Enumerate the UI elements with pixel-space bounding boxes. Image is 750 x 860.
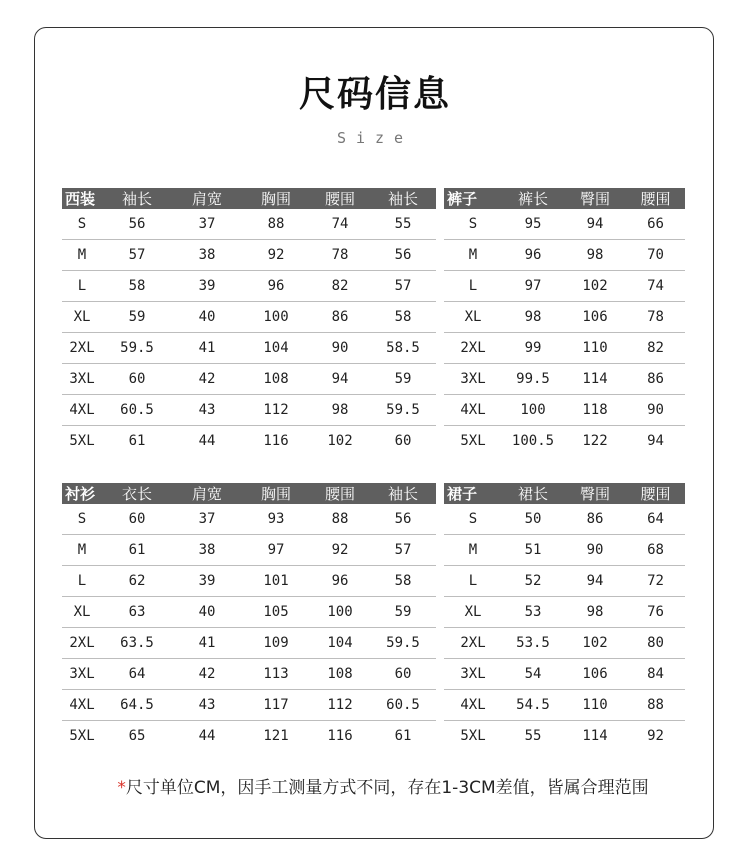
suit-size-row bbox=[62, 395, 436, 426]
skirt-size-value: 94 bbox=[564, 566, 626, 597]
suit-size-value: 56 bbox=[102, 209, 172, 240]
pants-size-value: 94 bbox=[564, 209, 626, 240]
shirt-size-row bbox=[62, 504, 436, 535]
suit-size-value: 43 bbox=[172, 395, 242, 426]
skirt-size-value: 90 bbox=[564, 535, 626, 566]
shirt-header-cell: 衬衫 bbox=[62, 483, 102, 504]
suit-size-label: L bbox=[62, 271, 102, 302]
skirt-size-value: 51 bbox=[502, 535, 564, 566]
shirt-size-row bbox=[62, 721, 436, 752]
skirt-size-label: S bbox=[444, 504, 502, 535]
suit-header-row bbox=[62, 188, 436, 209]
suit-size-row bbox=[62, 426, 436, 457]
suit-size-value: 112 bbox=[242, 395, 310, 426]
suit-size-row bbox=[62, 271, 436, 302]
pants-header-cell: 腰围 bbox=[626, 188, 685, 209]
skirt-size-value: 106 bbox=[564, 659, 626, 690]
suit-size-value: 102 bbox=[327, 433, 353, 449]
pants-size-value: 118 bbox=[564, 395, 626, 426]
skirt-size-value: 84 bbox=[626, 659, 685, 690]
suit-size-value: 58 bbox=[370, 302, 436, 333]
skirt-header-cell: 腰围 bbox=[626, 483, 685, 504]
suit-size-value: 58 bbox=[102, 271, 172, 302]
suit-size-label: 5XL bbox=[69, 433, 95, 449]
note-asterisk: * bbox=[117, 778, 126, 798]
suit-size-label: S bbox=[62, 209, 102, 240]
skirt-size-value: 54 bbox=[502, 659, 564, 690]
suit-size-value: 61 bbox=[128, 433, 146, 449]
pants-size-value: 98 bbox=[502, 302, 564, 333]
shirt-size-value: 61 bbox=[102, 535, 172, 566]
pants-size-value: 102 bbox=[564, 271, 626, 302]
shirt-size-value: 62 bbox=[102, 566, 172, 597]
shirt-size-row bbox=[62, 628, 436, 659]
shirt-size-value: 105 bbox=[242, 597, 310, 628]
pants-size-value: 78 bbox=[626, 302, 685, 333]
shirt-size-value: 40 bbox=[172, 597, 242, 628]
pants-size-row bbox=[444, 271, 685, 302]
suit-size-value: 57 bbox=[370, 271, 436, 302]
shirt-size-label: M bbox=[62, 535, 102, 566]
skirt-size-value: 72 bbox=[626, 566, 685, 597]
pants-size-value: 100.5 bbox=[511, 433, 555, 449]
shirt-size-value: 63.5 bbox=[102, 628, 172, 659]
suit-size-value: 59 bbox=[370, 364, 436, 395]
shirt-header-cell: 袖长 bbox=[370, 483, 436, 504]
skirt-size-row bbox=[444, 504, 685, 535]
pants-size-label: XL bbox=[444, 302, 502, 333]
pants-size-value: 66 bbox=[626, 209, 685, 240]
shirt-size-value: 100 bbox=[310, 597, 370, 628]
pants-size-row bbox=[444, 240, 685, 271]
shirt-size-value: 60.5 bbox=[370, 690, 436, 721]
shirt-size-value: 109 bbox=[242, 628, 310, 659]
shirt-size-row bbox=[62, 659, 436, 690]
suit-size-value: 98 bbox=[310, 395, 370, 426]
suit-size-row bbox=[62, 240, 436, 271]
suit-size-value: 86 bbox=[310, 302, 370, 333]
skirt-size-row bbox=[444, 659, 685, 690]
skirt-size-value: 55 bbox=[524, 728, 542, 744]
suit-size-value: 57 bbox=[102, 240, 172, 271]
pants-size-value: 74 bbox=[626, 271, 685, 302]
pants-size-label: 4XL bbox=[444, 395, 502, 426]
shirt-size-value: 58 bbox=[370, 566, 436, 597]
shirt-size-value: 59 bbox=[370, 597, 436, 628]
suit-size-value: 38 bbox=[172, 240, 242, 271]
pants-size-label: 3XL bbox=[444, 364, 502, 395]
suit-size-value: 59 bbox=[102, 302, 172, 333]
suit-size-value: 56 bbox=[370, 240, 436, 271]
skirt-size-label: XL bbox=[444, 597, 502, 628]
shirt-size-label: 2XL bbox=[62, 628, 102, 659]
suit-size-row bbox=[62, 302, 436, 333]
skirt-size-value: 80 bbox=[626, 628, 685, 659]
pants-header-cell: 臀围 bbox=[564, 188, 626, 209]
skirt-size-row bbox=[444, 628, 685, 659]
page-title: 尺码信息 bbox=[298, 74, 451, 115]
suit-header-cell: 胸围 bbox=[242, 188, 310, 209]
shirt-size-label: L bbox=[62, 566, 102, 597]
skirt-size-value: 68 bbox=[626, 535, 685, 566]
skirt-header-cell: 臀围 bbox=[564, 483, 626, 504]
measurement-note bbox=[0, 773, 750, 798]
pants-size-value: 96 bbox=[502, 240, 564, 271]
suit-size-value: 60.5 bbox=[102, 395, 172, 426]
skirt-size-row bbox=[444, 690, 685, 721]
skirt-header-cell: 裙长 bbox=[502, 483, 564, 504]
shirt-size-value: 43 bbox=[172, 690, 242, 721]
suit-size-value: 94 bbox=[310, 364, 370, 395]
skirt-size-label: 5XL bbox=[460, 728, 486, 744]
suit-header-cell: 西装 bbox=[62, 188, 102, 209]
shirt-size-value: 101 bbox=[242, 566, 310, 597]
pants-size-value: 95 bbox=[502, 209, 564, 240]
shirt-size-value: 37 bbox=[172, 504, 242, 535]
suit-size-value: 60 bbox=[394, 433, 412, 449]
skirt-size-value: 98 bbox=[564, 597, 626, 628]
pants-size-value: 70 bbox=[626, 240, 685, 271]
skirt-size-label: M bbox=[444, 535, 502, 566]
suit-header-cell: 袖长 bbox=[370, 188, 436, 209]
skirt-size-value: 110 bbox=[564, 690, 626, 721]
pants-size-row bbox=[444, 395, 685, 426]
suit-size-value: 88 bbox=[242, 209, 310, 240]
suit-size-value: 59.5 bbox=[102, 333, 172, 364]
shirt-size-value: 88 bbox=[310, 504, 370, 535]
suit-size-value: 59.5 bbox=[370, 395, 436, 426]
shirt-size-value: 59.5 bbox=[370, 628, 436, 659]
shirt-header-cell: 胸围 bbox=[242, 483, 310, 504]
shirt-size-value: 57 bbox=[370, 535, 436, 566]
skirt-size-value: 102 bbox=[564, 628, 626, 659]
shirt-size-value: 61 bbox=[394, 728, 412, 744]
pants-size-label: M bbox=[444, 240, 502, 271]
skirt-size-label: 2XL bbox=[444, 628, 502, 659]
suit-size-row bbox=[62, 333, 436, 364]
shirt-size-value: 113 bbox=[242, 659, 310, 690]
suit-size-value: 78 bbox=[310, 240, 370, 271]
pants-size-value: 100 bbox=[502, 395, 564, 426]
pants-size-label: L bbox=[444, 271, 502, 302]
suit-size-row bbox=[62, 364, 436, 395]
skirt-size-value: 54.5 bbox=[502, 690, 564, 721]
suit-size-label: 3XL bbox=[62, 364, 102, 395]
suit-header-cell: 袖长 bbox=[102, 188, 172, 209]
shirt-size-value: 116 bbox=[327, 728, 353, 744]
pants-size-value: 86 bbox=[626, 364, 685, 395]
shirt-size-value: 93 bbox=[242, 504, 310, 535]
suit-size-value: 58.5 bbox=[370, 333, 436, 364]
page-subtitle: Size bbox=[336, 129, 414, 147]
shirt-size-label: S bbox=[62, 504, 102, 535]
suit-size-value: 37 bbox=[172, 209, 242, 240]
shirt-header-cell: 肩宽 bbox=[172, 483, 242, 504]
pants-header-cell: 裤子 bbox=[444, 188, 502, 209]
pants-size-value: 106 bbox=[564, 302, 626, 333]
suit-size-value: 41 bbox=[172, 333, 242, 364]
pants-size-value: 99.5 bbox=[502, 364, 564, 395]
shirt-size-label: 4XL bbox=[62, 690, 102, 721]
suit-size-label: M bbox=[62, 240, 102, 271]
skirt-size-label: 3XL bbox=[444, 659, 502, 690]
suit-size-label: 4XL bbox=[62, 395, 102, 426]
skirt-size-value: 64 bbox=[626, 504, 685, 535]
suit-size-value: 82 bbox=[310, 271, 370, 302]
shirt-size-value: 108 bbox=[310, 659, 370, 690]
pants-size-label: S bbox=[444, 209, 502, 240]
skirt-size-row bbox=[444, 535, 685, 566]
suit-size-value: 60 bbox=[102, 364, 172, 395]
shirt-size-value: 38 bbox=[172, 535, 242, 566]
suit-size-value: 40 bbox=[172, 302, 242, 333]
suit-size-label: 2XL bbox=[62, 333, 102, 364]
pants-size-value: 110 bbox=[564, 333, 626, 364]
suit-header-cell: 腰围 bbox=[310, 188, 370, 209]
suit-size-table bbox=[62, 188, 436, 456]
suit-size-value: 44 bbox=[198, 433, 216, 449]
skirt-size-value: 52 bbox=[502, 566, 564, 597]
shirt-header-cell: 衣长 bbox=[102, 483, 172, 504]
pants-size-row bbox=[444, 302, 685, 333]
skirt-size-row bbox=[444, 566, 685, 597]
shirt-size-value: 63 bbox=[102, 597, 172, 628]
suit-size-value: 108 bbox=[242, 364, 310, 395]
pants-size-value: 114 bbox=[564, 364, 626, 395]
suit-size-value: 55 bbox=[370, 209, 436, 240]
shirt-size-value: 65 bbox=[128, 728, 146, 744]
pants-header-row bbox=[444, 188, 685, 209]
shirt-size-value: 42 bbox=[172, 659, 242, 690]
skirt-size-value: 76 bbox=[626, 597, 685, 628]
shirt-size-row bbox=[62, 566, 436, 597]
shirt-header-row bbox=[62, 483, 436, 504]
skirt-size-table bbox=[444, 483, 685, 751]
pants-size-value: 94 bbox=[647, 433, 664, 449]
shirt-size-row bbox=[62, 535, 436, 566]
skirt-header-cell: 裙子 bbox=[444, 483, 502, 504]
suit-size-value: 92 bbox=[242, 240, 310, 271]
skirt-size-value: 86 bbox=[564, 504, 626, 535]
suit-size-value: 90 bbox=[310, 333, 370, 364]
pants-size-value: 97 bbox=[502, 271, 564, 302]
skirt-size-value: 53.5 bbox=[502, 628, 564, 659]
pants-size-row bbox=[444, 426, 685, 457]
pants-size-value: 98 bbox=[564, 240, 626, 271]
pants-size-value: 122 bbox=[582, 433, 608, 449]
pants-size-table bbox=[444, 188, 685, 456]
skirt-size-value: 114 bbox=[582, 728, 608, 744]
shirt-size-value: 104 bbox=[310, 628, 370, 659]
pants-size-value: 99 bbox=[502, 333, 564, 364]
shirt-size-table bbox=[62, 483, 436, 751]
skirt-size-label: L bbox=[444, 566, 502, 597]
skirt-size-value: 50 bbox=[502, 504, 564, 535]
shirt-size-row bbox=[62, 597, 436, 628]
shirt-size-value: 56 bbox=[370, 504, 436, 535]
shirt-size-value: 41 bbox=[172, 628, 242, 659]
suit-header-cell: 肩宽 bbox=[172, 188, 242, 209]
skirt-size-value: 53 bbox=[502, 597, 564, 628]
pants-header-cell: 裤长 bbox=[502, 188, 564, 209]
skirt-size-label: 4XL bbox=[444, 690, 502, 721]
shirt-size-row bbox=[62, 690, 436, 721]
skirt-size-value: 88 bbox=[626, 690, 685, 721]
suit-size-label: XL bbox=[62, 302, 102, 333]
pants-size-value: 82 bbox=[626, 333, 685, 364]
shirt-size-value: 112 bbox=[310, 690, 370, 721]
pants-size-row bbox=[444, 364, 685, 395]
suit-size-value: 100 bbox=[242, 302, 310, 333]
shirt-size-value: 96 bbox=[310, 566, 370, 597]
shirt-size-value: 117 bbox=[242, 690, 310, 721]
suit-size-value: 104 bbox=[242, 333, 310, 364]
suit-size-value: 42 bbox=[172, 364, 242, 395]
shirt-size-value: 92 bbox=[310, 535, 370, 566]
shirt-size-value: 64.5 bbox=[102, 690, 172, 721]
shirt-size-value: 60 bbox=[370, 659, 436, 690]
suit-size-row bbox=[62, 209, 436, 240]
shirt-size-value: 60 bbox=[102, 504, 172, 535]
shirt-size-label: 3XL bbox=[62, 659, 102, 690]
pants-size-row bbox=[444, 333, 685, 364]
shirt-size-value: 97 bbox=[242, 535, 310, 566]
note-text: 尺寸单位CM，因手工测量方式不同，存在1-3CM差值，皆属合理范围 bbox=[125, 778, 649, 798]
skirt-size-value: 92 bbox=[647, 728, 664, 744]
shirt-size-label: XL bbox=[62, 597, 102, 628]
pants-size-row bbox=[444, 209, 685, 240]
shirt-header-cell: 腰围 bbox=[310, 483, 370, 504]
shirt-size-value: 64 bbox=[102, 659, 172, 690]
suit-size-value: 39 bbox=[172, 271, 242, 302]
skirt-size-row bbox=[444, 597, 685, 628]
skirt-header-row bbox=[444, 483, 685, 504]
pants-size-label: 2XL bbox=[444, 333, 502, 364]
suit-size-value: 74 bbox=[310, 209, 370, 240]
suit-size-value: 96 bbox=[242, 271, 310, 302]
shirt-size-value: 44 bbox=[198, 728, 216, 744]
shirt-size-label: 5XL bbox=[69, 728, 95, 744]
shirt-size-value: 121 bbox=[263, 728, 289, 744]
suit-size-value: 116 bbox=[263, 433, 289, 449]
shirt-size-value: 39 bbox=[172, 566, 242, 597]
pants-size-value: 90 bbox=[626, 395, 685, 426]
pants-size-label: 5XL bbox=[460, 433, 486, 449]
skirt-size-row bbox=[444, 721, 685, 752]
